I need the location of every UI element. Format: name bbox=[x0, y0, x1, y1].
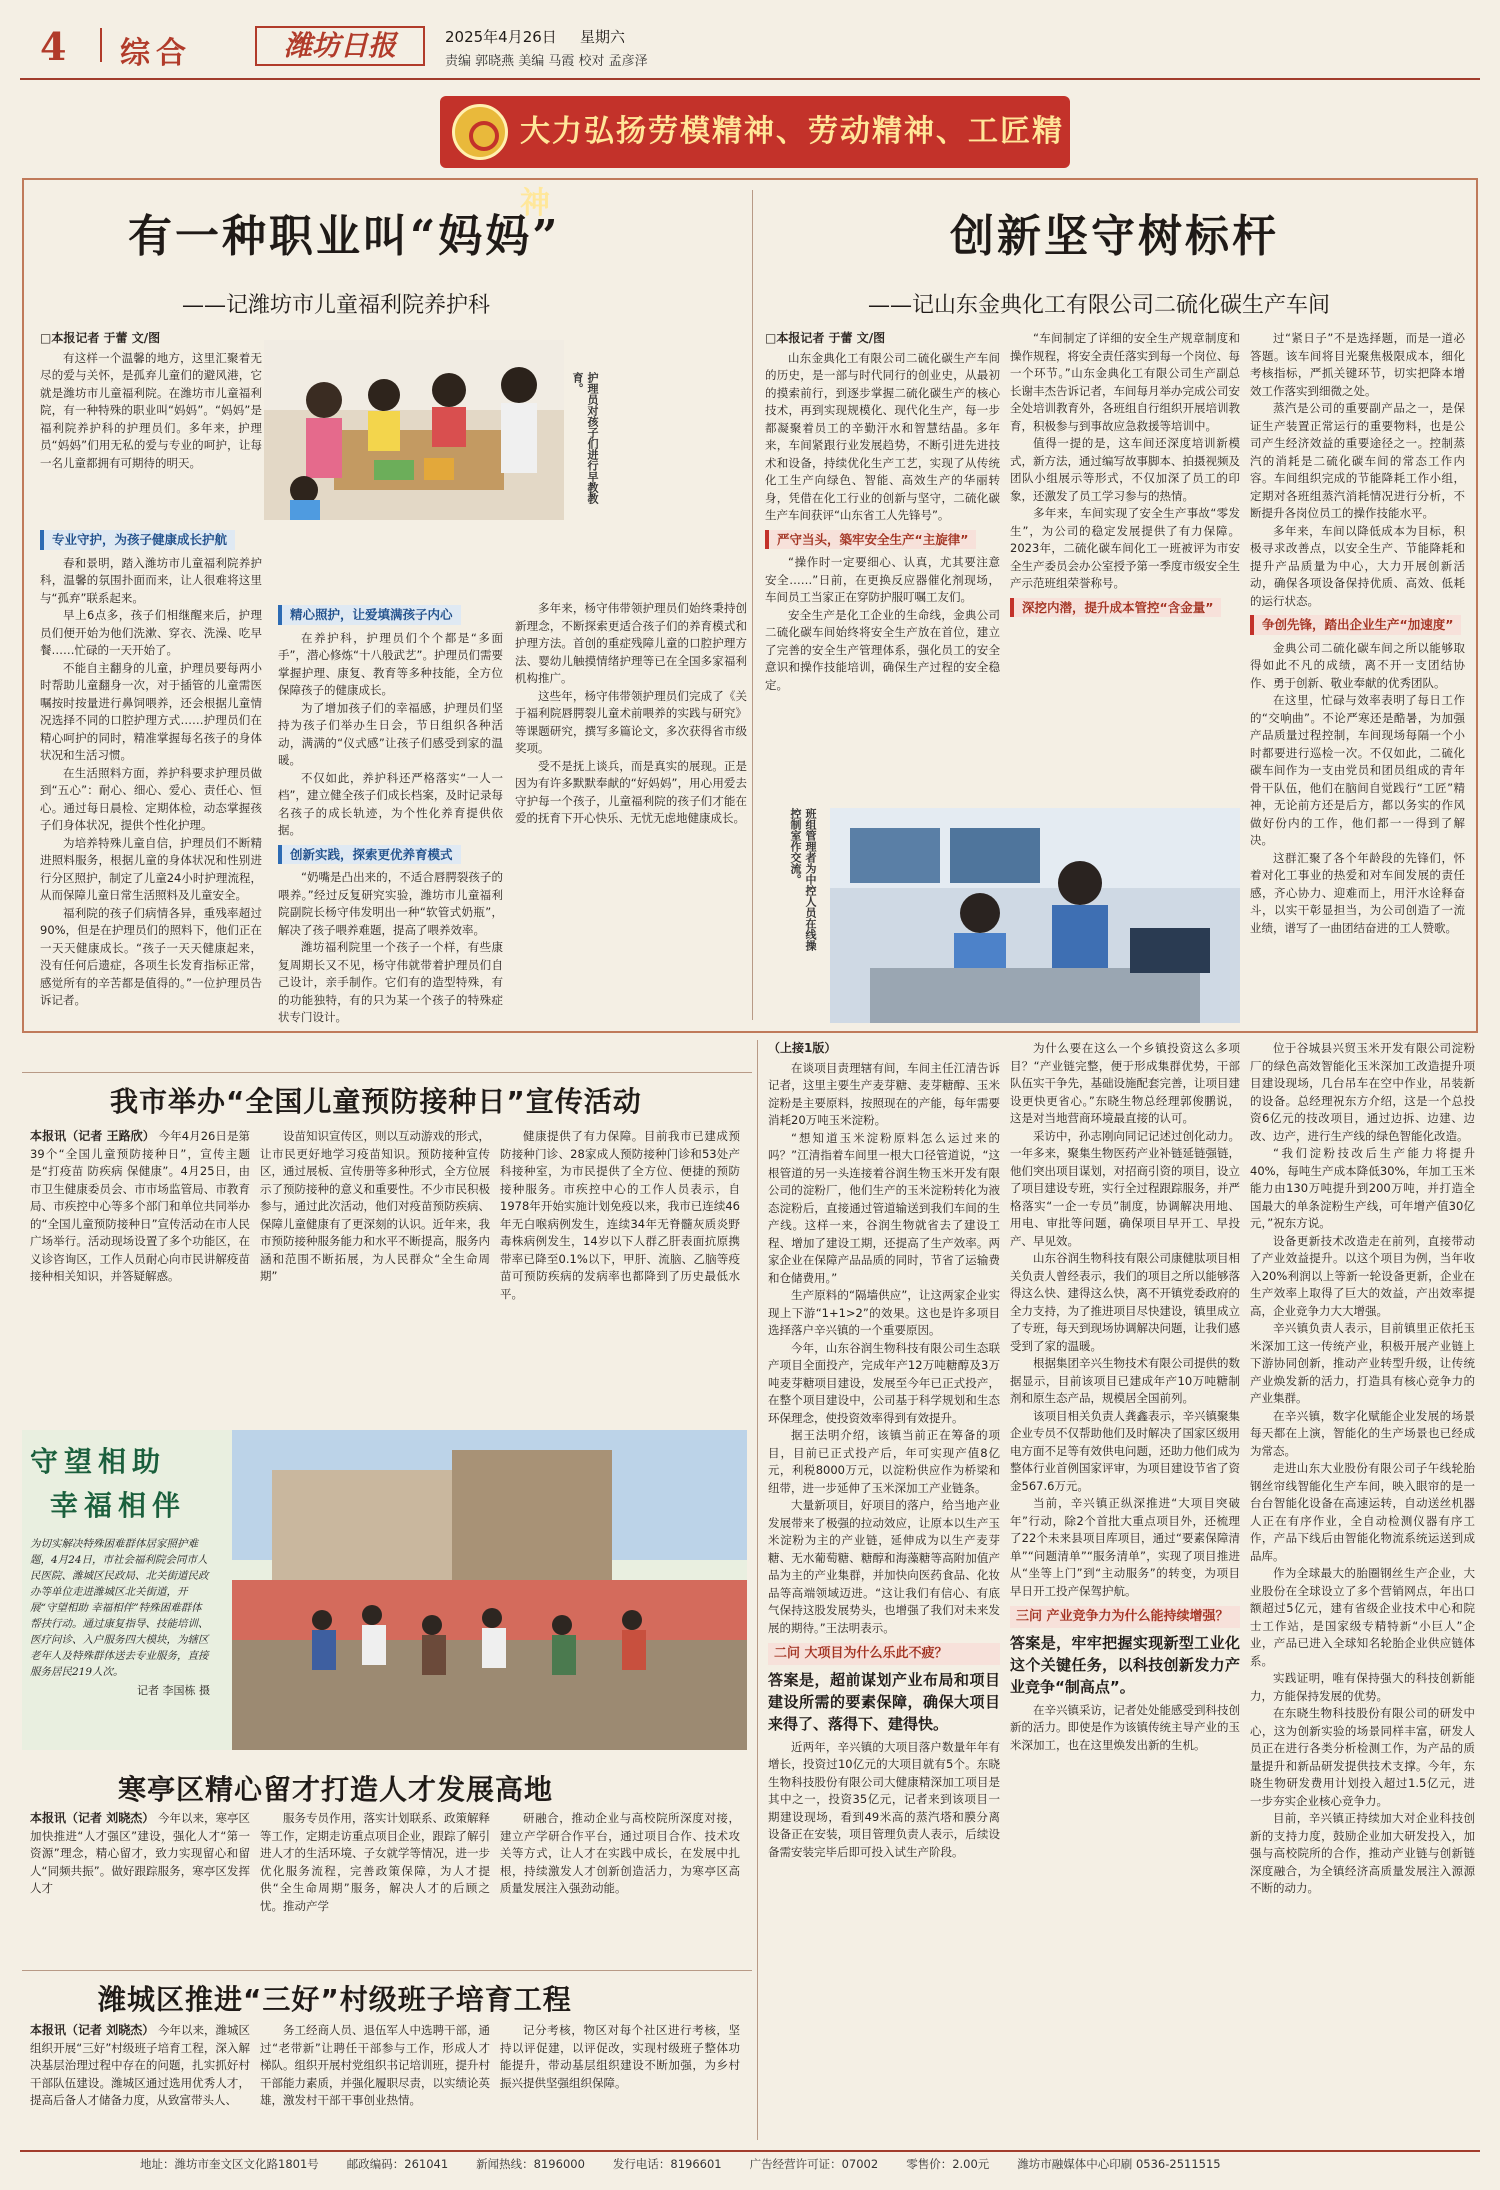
section-name: 综合 bbox=[120, 36, 192, 71]
story6-para: 当前，辛兴镇正纵深推进“大项目突破年”行动，除2个首批大重点项目外，还梳理了22个未来县项目库项目，通过“要素保障清单”“问题清单”“服务清单”，实现了项目推进从“坐等上门”到“主动服务”的转变，为项目早日开工投产保驾护航。 bbox=[1010, 1496, 1240, 1598]
story2-subhead: 争创先锋，踏出企业生产“加速度” bbox=[1250, 615, 1461, 635]
story1-subhead: 创新实践，探索更优养育模式 bbox=[278, 845, 461, 865]
story2-title: 创新坚守树标杆 bbox=[950, 211, 1279, 262]
story6-para: 设备更新技术改造走在前列，直接带动了产业效益提升。以这个项目为例，当年收入20%利润以上等新一轮设备更新，企业在生产效率上取得了巨大的效益，产出效率提高，企业竞争力大大增强。 bbox=[1250, 1233, 1475, 1318]
photo-feature-title-line2: 幸福相伴 bbox=[50, 1489, 187, 1522]
story6-para: 在辛兴镇，数字化赋能企业发展的场景每天都在上演，智能化的生产场景也已经成为常态。 bbox=[1250, 1408, 1475, 1458]
story4-text: 研融合，推动企业与高校院所深度对接，建立产学研合作平台，通过项目合作、技术攻关等方式，让人才在实践中成长，在发展中扎根，持续激发人才创新创造活力，为寒亭区高质量发展注入强劲动能。 bbox=[500, 1811, 740, 1895]
section-rule bbox=[22, 1970, 752, 1971]
story4-column-1 bbox=[30, 1810, 250, 1960]
story5-text: 今年以来，潍城区组织开展“三好”村级班子培育工程，深入解决基层治理过程中存在的问题，扎实抓好村干部队伍建设。潍城区通过选用优秀人才，提高后备人才储备力度，从致富带头人、 bbox=[30, 2023, 250, 2107]
photo-feature-text bbox=[30, 1440, 210, 1740]
story3-column-1 bbox=[30, 1128, 250, 1418]
story6-column-1 bbox=[768, 1040, 1000, 2140]
story2-para: 蒸汽是公司的重要副产品之一，是保证生产装置正常运行的重要物料，也是公司产生经济效益的重要途径之一。控制蒸汽的消耗是二硫化碳车间的常态工作内容。车间组织完成的节能降耗工作小组，定期对各班组蒸汽消耗情况进行分析，不断提升各岗位员工的操作技能水平。 bbox=[1250, 401, 1465, 520]
story1-para: “奶嘴是凸出来的，不适合唇腭裂孩子的喂养。”经过反复研究实验，潍坊市儿童福利院副院长杨守伟发明出一种“软管式奶瓶”，解决了孩子喂养难题，提高了喂养效率。 bbox=[278, 870, 503, 937]
story1-para: 在养护科，护理员们个个都是“多面手”，潜心修炼“十八般武艺”。护理员们需要掌握护理、康复、教育等多种技能，全方位保障孩子的健康成长。 bbox=[278, 630, 503, 697]
page-header bbox=[20, 18, 1480, 80]
story6-answer-3: 答案是，牢牢把握实现新型工业化这个关键任务，以科技创新发力产业竞争“制高点”。 bbox=[1010, 1633, 1240, 1696]
story3-column-3 bbox=[500, 1128, 740, 1418]
story5-column-3 bbox=[500, 2022, 740, 2142]
story3-text: 健康提供了有力保障。目前我市已建成预防接种门诊、28家成人预防接种门诊和53处产科接种室，为市民提供了全方位、便捷的预防接种服务。市疾控中心的工作人员表示，自1978年开始实施计划免疫以来，我市已连续46年无白喉病例发生，连续34年无脊髓灰质炎野毒株病例发生，14岁以下人群乙肝表面抗原携带率已降至0.1%以下，甲肝、流脑、乙脑等疫苗可预防疾病的发病率也都降到了历史最低水平。 bbox=[500, 1129, 740, 1301]
footer-printer: 潍坊市融媒体中心印刷 0536-2511515 bbox=[1017, 2157, 1221, 2171]
story6-para: 在辛兴镇采访，记者处处能感受到科技创新的活力。即使是作为该镇传统主导产业的玉米深加工，也在这里焕发出新的生机。 bbox=[1010, 1702, 1240, 1752]
page-number: 4 bbox=[40, 24, 67, 69]
story6-para: 作为全球最大的胎圈钢丝生产企业，大业股份在全球设立了多个营销网点，年出口额超过5亿元，建有省级企业技术中心和院士工作站，是国家级专精特新“小巨人”企业，产品已进入全球知名轮胎企业供应链体系。 bbox=[1250, 1566, 1475, 1668]
story1-para: 不能自主翻身的儿童，护理员要每两小时帮助儿童翻身一次，对于插管的儿童需医嘱按时按量进行鼻饲喂养，还会根据儿童情况选择不同的口腔护理方式……护理员们在精心呵护的同时，精准掌握每名孩子的身体状况和生活习惯。 bbox=[40, 660, 262, 762]
story3-byline: 本报讯（记者 王路欣） bbox=[30, 1129, 155, 1143]
story6-para: 今年，山东谷润生物科技有限公司生态联产项目全面投产，完成年产12万吨糖醇及3万吨麦芽糖项目建设，发展至今年已正式投产，在整个项目建设中，公司基于科学规划和生态环保理念，使投资效率得到有效提升。 bbox=[768, 1340, 1000, 1425]
story1-subhead: 专业守护，为孩子健康成长护航 bbox=[40, 530, 235, 550]
story2-para: 安全生产是化工企业的生命线，金典公司二硫化碳车间始终将安全生产放在首位，建立了完善的安全生产管理体系，强化员工的安全意识和操作技能培训，确保生产过程的安全稳定。 bbox=[765, 607, 1000, 692]
editor-credits: 责编 郭晓燕 美编 马霞 校对 孟彦泽 bbox=[445, 54, 648, 69]
story6-para: 根据集团辛兴生物技术有限公司提供的数据显示，目前该项目已建成年产10万吨糖制剂和原生态产品，规模居全国前列。 bbox=[1010, 1356, 1240, 1405]
story1-column-2 bbox=[278, 600, 503, 1025]
story2-para: 多年来，车间实现了安全生产事故“零发生”，为公司的稳定发展提供了有力保障。2023年，二硫化碳车间化工一班被评为市安全生产委员会办公室授予第一季度市级安全生产示范班组荣誉称号。 bbox=[1010, 506, 1240, 590]
story2-subtitle: ——记山东金典化工有限公司二硫化碳生产车间 bbox=[868, 293, 1331, 318]
story6-para: 生产原料的“隔墙供应”，让这两家企业实现上下游“1+1>2”的效果。这也是许多项目选择落户辛兴镇的一个重要原因。 bbox=[768, 1288, 1000, 1337]
issue-weekday: 星期六 bbox=[580, 28, 626, 46]
story2-para: 过“紧日子”不是选择题，而是一道必答题。该车间将目光聚焦极限成本，细化考核指标，严抓关键环节，切实把降本增效工作落实到细微之处。 bbox=[1250, 331, 1465, 398]
feature-divider bbox=[752, 190, 753, 1020]
footer-circulation: 发行电话：8196601 bbox=[612, 2157, 722, 2171]
story1-para: 早上6点多，孩子们相继醒来后，护理员们便开始为他们洗漱、穿衣、洗澡、吃早餐……忙碌的一天开始了。 bbox=[40, 608, 262, 657]
story2-para: 值得一提的是，这车间还深度培训新模式，新方法，通过编写故事脚本、拍摄视频及团队小组展示等形式，不仅加深了员工的印象，还激发了员工学习参与的热情。 bbox=[1010, 436, 1240, 503]
story3-text: 今年4月26日是第39个“全国儿童预防接种日”，宣传主题是“打疫苗 防疾病 保健康”。4月25日，由市卫生健康委员会、市市场监管局、市教育局、市疾控中心等多个部门和单位共同举办的“全国儿童预防接种日”宣传活动在市人民广场举行。活动现场设置了多个功能区，在义诊咨询区，工作人员耐心向市民讲解疫苗接种相关知识，并答疑解惑。 bbox=[30, 1129, 250, 1283]
story1-column-1 bbox=[40, 525, 262, 1025]
story2-column-2 bbox=[1010, 330, 1240, 695]
story3-column-2 bbox=[260, 1128, 490, 1418]
story6-para: 目前，辛兴镇正持续加大对企业科技创新的支持力度，鼓励企业加大研发投入，加强与高校院所的合作，推动产业链与创新链深度融合，为全镇经济高质量发展注入源源不断的动力。 bbox=[1250, 1811, 1475, 1895]
story2-para: 山东金典化工有限公司二硫化碳生产车间的历史，是一部与时代同行的创业史，从最初的摸索前行，到逐步掌握二硫化碳生产的核心技术，再到实现规模化、现代化生产，每一步都凝聚着员工的辛勤汗水和智慧结晶。多年来，车间紧跟行业发展趋势，不断引进先进技术和设备，持续优化生产工艺，实现了从传统化工生产向绿色、智能、高效生产的华丽转身，凭借在化工行业的创新与坚守，二硫化碳生产车间获评“山东省工人先锋号”。 bbox=[765, 350, 1000, 522]
story1-para: 不仅如此，养护科还严格落实“一人一档”，建立健全孩子们成长档案，及时记录每名孩子的成长轨迹，为个性化养育提供依据。 bbox=[278, 770, 503, 837]
story6-para: 辛兴镇负责人表示，目前镇里正依托玉米深加工这一传统产业，积极开展产业链上下游协同创新，推动产业转型升级，让传统产业焕发新的活力，打造具有核心竞争力的产业集群。 bbox=[1250, 1321, 1475, 1405]
story6-column-3 bbox=[1250, 1040, 1475, 2140]
story2-column-2b bbox=[1010, 700, 1240, 800]
story5-title: 潍城区推进“三好”村级班子培育工程 bbox=[98, 1983, 572, 2016]
story6-para: “我们淀粉技改后生产能力将提升40%，每吨生产成本降低30%，年加工玉米能力由130万吨提升到200万吨，并打造全国最大的单条淀粉生产线，可年增产值30亿元，”祝东方说。 bbox=[1250, 1146, 1475, 1230]
story6-para: 位于谷城县兴贸玉米开发有限公司淀粉厂的绿色高效智能化玉米深加工改造提升项目建设现场，几台吊车在空中作业，吊装新的设备。总经理祝东方介绍，这是一个总投资6亿元的技改项目，通过边拆、边建、边改、边产，进行生产线的绿色智能化改造。 bbox=[1250, 1041, 1475, 1143]
story1-para: 多年来，杨守伟带领护理员们始终秉持创新理念，不断探索更适合孩子们的养育模式和护理方法。首创的重症残障儿童的口腔护理方法、婴幼儿触摸情绪护理等已在全国多家福利机构推广。 bbox=[515, 601, 747, 685]
story1-para: 为培养特殊儿童自信，护理员们不断精进照料服务，根据儿童的身体状况和性别进行分区照护，制定了儿童24小时护理流程，从而保障儿童日常生活照料及儿童安全。 bbox=[40, 835, 262, 902]
story2-para: “操作时一定要细心、认真，尤其要注意安全……”日前，在更换反应器催化剂现场，车间员工当家正在穿防护服叮嘱工友们。 bbox=[765, 555, 1000, 604]
story6-question-2: 二问 大项目为什么乐此不疲？ bbox=[768, 1643, 1000, 1665]
story1-intro-column bbox=[40, 330, 262, 490]
story4-column-3 bbox=[500, 1810, 740, 1960]
story6-question-3: 三问 产业竞争力为什么能持续增强？ bbox=[1010, 1606, 1240, 1628]
story1-para: 福利院的孩子们病情各异，重残率超过90%，但是在护理员们的照料下，他们正在一天天健康成长。“孩子一天天健康起来，没有任何后遗症，各项生长发育指标正常，感觉所有的辛苦都是值得的。”一位护理员告诉记者。 bbox=[40, 905, 262, 1007]
story5-text: 记分考核，物区对每个社区进行考核，坚持以评促建，以评促改，实现村级班子整体功能提升，带动基层组织建设不断加强，为乡村振兴提供坚强组织保障。 bbox=[500, 2023, 740, 2090]
story2-para: 在这里，忙碌与效率表明了每日工作的“交响曲”。不论严寒还是酷暑，为加强产品质量过程控制，车间现场每隔一个小时都要进行巡检一次。不仅如此，二硫化碳车间作为一支由党员和团员组成的青年骨干队伍，他们在脑间自觉践行“工匠”精神，无论前方还是后方，都以务实的作风做好份内的工作，他们都一一得到了解决。 bbox=[1250, 693, 1465, 847]
story4-text: 今年以来，寒亭区加快推进“人才强区”建设，强化人才“第一资源”理念，精心留才，致力实现留心和留人“同频共振”。做好跟踪服务，寒亭区发挥人才 bbox=[30, 1811, 250, 1895]
story3-text: 设苗知识宣传区，则以互动游戏的形式，让市民更好地学习疫苗知识。预防接种宣传区，通过展板、宣传册等多种形式，全方位展示了预防接种的意义和重要性。不少市民积极参与，通过此次活动，他们对疫苗预防疾病、保障儿童健康有了更深刻的认识。近年来，我市预防接种服务能力和水平不断提高，服务内涵和范围不断拓展，为人民群众“全生命周期” bbox=[260, 1129, 490, 1283]
story5-column-1 bbox=[30, 2022, 250, 2142]
story6-kicker: （上接1版） bbox=[768, 1041, 837, 1055]
story6-para: 在东晓生物科技股份有限公司的研发中心，这为创新实验的场景同样丰富，研发人员正在进行各类分析检测工作，为产品的质量提升和新品研发提供技术支撑。今年，东晓生物研发费用计划投入超过1.5亿元，进一步夯实企业核心竞争力。 bbox=[1250, 1706, 1475, 1808]
photo-feature-credit: 记者 李国栋 摄 bbox=[137, 1684, 210, 1697]
story6-para: 近两年，辛兴镇的大项目落户数量年年有增长，投资过10亿元的大项目就有5个。东晓生物科技股份有限公司大健康精深加工项目是其中之一，投资35亿元，记者来到该项目一期建设现场，看到49米高的蒸汽塔和膜分离设备正在安装，项目管理负责人表示，后续设备需安装完毕后即可投入试生产阶段。 bbox=[768, 1739, 1000, 1859]
story6-para: 山东谷润生物科技有限公司康健肽项目相关负责人曾经表示，我们的项目之所以能够落得这么快、建得这么快，离不开镇党委政府的全力支持，为了推进项目尽快建设，镇里成立了专班，每天到现场协调解决问题，让我们感受到了家的温暖。 bbox=[1010, 1251, 1240, 1353]
story6-para: 采访中，孙志刚向同记记述过创化动力。一年多来，聚集生物医药产业补链延链强链，他们突出项目谋划，对招商引资的项目，设立了项目建设专班，实行全过程跟踪服务，并严格落实“一企一专员”制度，协调解决用地、用电、审批等问题，确保项目早开工、早投产、早见效。 bbox=[1010, 1128, 1240, 1248]
footer-tips: 新闻热线：8196000 bbox=[476, 2157, 585, 2171]
story1-para: 有这样一个温馨的地方，这里汇聚着无尽的爱与关怀，是孤弃儿童们的避风港，它就是潍坊市儿童福利院。在潍坊市儿童福利院，有一种特殊的职业叫“妈妈”。“妈妈”是福利院养护科的护理员们。多年来，护理员“妈妈”们用无私的爱与专业的呵护，让每一名儿童都拥有可期待的明天。 bbox=[40, 350, 262, 470]
story2-subhead: 深挖内潜，提升成本管控“含金量” bbox=[1010, 598, 1221, 618]
story6-para: 实践证明，唯有保持强大的科技创新能力，方能保持发展的优势。 bbox=[1250, 1671, 1475, 1703]
footer-ad-license: 广告经营许可证：07002 bbox=[749, 2157, 879, 2171]
control-room-image bbox=[830, 808, 1240, 1023]
story2-column-3 bbox=[1250, 330, 1465, 1020]
story2-photo-caption: 班组管理者为中控人员在线操控制室作交流。 bbox=[789, 808, 817, 951]
children-classroom-image bbox=[264, 340, 564, 520]
footer-postal: 邮政编码：261041 bbox=[346, 2157, 449, 2171]
header-divider bbox=[100, 28, 102, 62]
story6-para: 在谈项目责理辖有间，车间主任江清告诉记者，这里主要生产麦芽糖、麦芽糖醇、玉米淀粉是主要原料，按照现在的产能，每年需要消耗20万吨玉米淀粉。 bbox=[768, 1060, 1000, 1127]
story1-para: 受不是抚上谈兵，而是真实的展现。正是因为有许多默默奉献的“好妈妈”，用心用爱去守护每一个孩子，儿童福利院的孩子们才能在爱的抚育下开心快乐、无忧无虑地健康成长。 bbox=[515, 758, 747, 825]
story2-para: 金典公司二硫化碳车间之所以能够取得如此不凡的成绩，离不开一支团结协作、勇于创新、敬业奉献的优秀团队。 bbox=[1250, 640, 1465, 690]
story2-photo bbox=[830, 808, 1240, 1023]
footer-price: 零售价：2.00元 bbox=[906, 2157, 990, 2171]
story1-para: 为了增加孩子们的幸福感，护理员们坚持为孩子们举办生日会，节日组织各种活动，满满的“仪式感”让孩子们感受到家的温暖。 bbox=[278, 700, 503, 767]
story1-subtitle: ——记潍坊市儿童福利院养护科 bbox=[182, 293, 491, 318]
story2-para: 多年来，车间以降低成本为目标，积极寻求改善点，以安全生产、节能降耗和提升产品质量为中心，大力开展创新活动，确保各项设备保持优质、高效、低耗的运行状态。 bbox=[1250, 523, 1465, 608]
story3-title: 我市举办“全国儿童预防接种日”宣传活动 bbox=[110, 1085, 642, 1118]
story6-para: 大量新项目，好项目的落户，给当地产业发展带来了极强的拉动效应，让原本以生产玉米淀粉为主的产业链，延伸成为以生产麦芽糖、无水葡萄糖、糖醇和海藻糖等高附加值产品为主的产业集群，并加快向医药食品、化妆品等高端领域迈进。“这让我们有信心、有底气保持这股发展势头，也增强了我们对未来发展的期待。”王法明表示。 bbox=[768, 1498, 1000, 1635]
story1-para: 潍坊福利院里一个孩子一个样，有些康复周期长又不见，杨守伟就带着护理员们自己设计，亲手制作。它们有的造型特殊，有的功能独特，有的只为某一个孩子的特殊症状专门设计。 bbox=[278, 940, 503, 1024]
story1-para: 这些年，杨守伟带领护理员们完成了《关于福利院唇腭裂儿童术前喂养的实践与研究》等课题研究，撰写多篇论文，多次获得省市级奖项。 bbox=[515, 688, 747, 755]
issue-date: 2025年4月26日 bbox=[445, 28, 557, 46]
story1-para: 春和景明，踏入潍坊市儿童福利院养护科，温馨的氛围扑面而来，让人很难将这里与“孤弃”联系起来。 bbox=[40, 555, 262, 605]
story6-para: 该项目相关负责人龚鑫表示，辛兴镇聚集企业专员不仅帮助他们及时解决了国家区级用电方面不足等有效供电问题，还助力他们成为整体行业首例国家评审，为项目建设节省了资金567.6万元。 bbox=[1010, 1408, 1240, 1493]
story2-subhead: 严守当头，築牢安全生产“主旋律” bbox=[765, 530, 976, 550]
column-divider bbox=[757, 1040, 758, 2140]
footer-address: 地址：潍坊市奎文区文化路1801号 bbox=[140, 2157, 319, 2171]
union-emblem-icon bbox=[452, 104, 508, 160]
story6-para: “想知道玉米淀粉原料怎么运过来的吗？”江清指着车间里一根大口径管道说，“这根管道的另一头连接着谷润生物玉米开发有限公司的淀粉厂，他们生产的玉米淀粉转化为液态淀粉后，直接通过管道输送到我们车间的生产线。这样一来，谷润生物就省去了建设工程、增加了建设工期，还提高了生产效率。两家企业在保障产品品质的同时，节省了运输费和仓储费用。” bbox=[768, 1130, 1000, 1285]
story2-para: 这群汇聚了各个年龄段的先锋们，怀着对化工事业的热爱和对车间发展的责任感，齐心协力、迎难而上，用汗水诠释奋斗，以实干彰显担当，为公司创造了一流业绩，谱写了一曲团结奋进的工人赞歌。 bbox=[1250, 850, 1465, 935]
page-footer bbox=[20, 2150, 1480, 2174]
story6-para: 据王法明介绍，该镇当前正在筹备的项目，目前已正式投产后，年可实现产值8亿元，利税8000万元，以淀粉供应作为桥梁和纽带，进一步延伸了玉米深加工产业链条。 bbox=[768, 1428, 1000, 1495]
banner-text: 大力弘扬劳模精神、劳动精神、工匠精神 bbox=[520, 114, 1064, 221]
theme-banner bbox=[440, 96, 1070, 221]
story5-byline: 本报讯（记者 刘晓杰） bbox=[30, 2023, 155, 2037]
story1-subhead: 精心照护，让爱填满孩子内心 bbox=[278, 605, 461, 625]
story6-para: 走进山东大业股份有限公司子午线轮胎钢丝帘线智能化生产车间，映入眼帘的是一台台智能化设备在高速运转，自动送丝机器人正在有序作业，全自动检测仪器有序工作，产品下线后由智能化物流系统运送到成品库。 bbox=[1250, 1461, 1475, 1563]
story2-para: “车间制定了详细的安全生产规章制度和操作规程，将安全责任落实到每一个岗位、每一个环节。”山东金典化工有限公司生产副总长谢丰杰告诉记者，车间每月举办完成公司安全处培训教育外，各班组自行组织开展培训教育，积极参与到事故应急救援等培训中。 bbox=[1010, 331, 1240, 433]
story5-text: 务工经商人员、退伍军人中选聘干部，通过“老带新”让聘任干部参与工作，形成人才梯队。组织开展村党组织书记培训班，提升村干部能力素质，并强化履职尽责，以实绩论英雄，激发村干部干事创业热情。 bbox=[260, 2023, 490, 2107]
story1-para: 在生活照料方面，养护科要求护理员做到“五心”：耐心、细心、爱心、责任心、恒心。通过每日晨检、定期体检，动态掌握孩子们身体状况，提供个性化护理。 bbox=[40, 765, 262, 832]
section-rule bbox=[22, 1072, 752, 1073]
photo-feature-caption: 为切实解决特殊困难群体居家照护难题，4月24日，市社会福利院会同市人民医院、潍城区民政局、北关街道民政办等单位走进潍城区北关街道，开展“守望相助 幸福相伴”特殊困难群体帮扶行动。通过康复指导、技能培训、医疗问诊、入户服务四大模块，为辖区老年人及特殊群体送去专业服务，直接服务居民219人次。 bbox=[30, 1538, 209, 1678]
story4-title: 寒亭区精心留才打造人才发展高地 bbox=[118, 1773, 554, 1806]
story2-column-1 bbox=[765, 330, 1000, 695]
story6-answer-2: 答案是，超前谋划产业布局和项目建设所需的要素保障，确保大项目来得了、落得下、建得快。 bbox=[768, 1670, 1000, 1733]
story6-column-2 bbox=[1010, 1040, 1240, 2140]
story1-title: 有一种职业叫“妈妈” bbox=[128, 211, 561, 262]
story6-para: 为什么要在这么一个乡镇投资这么多项目？“产业链完整，便于形成集群优势，干部队伍实干争先，基础设施配套完善，让项目建设更快更省心。”东晓生物总经理郭俊鹏说，这是对当地营商环境最直接的认可。 bbox=[1010, 1041, 1240, 1125]
story4-text: 服务专员作用，落实计划联系、政策解释等工作，定期走访重点项目企业，跟踪了解引进人才的生活环境、子女就学等情况，进一步优化服务流程，完善政策保障，为人才提供“全生命周期”服务，解决人才的后顾之忧。推动产学 bbox=[260, 1811, 490, 1913]
story1-photo-caption: 护理员对孩子们进行早教教育。 bbox=[571, 372, 599, 504]
story4-column-2 bbox=[260, 1810, 490, 1960]
story2-byline: □本报记者 于蕾 文/图 bbox=[765, 331, 886, 345]
story1-column-3 bbox=[515, 600, 747, 1025]
story5-column-2 bbox=[260, 2022, 490, 2142]
story1-byline: □本报记者 于蕾 文/图 bbox=[40, 331, 161, 345]
story1-photo bbox=[264, 340, 564, 520]
masthead-logo: 潍坊日报 bbox=[255, 26, 425, 66]
story4-byline: 本报讯（记者 刘晓杰） bbox=[30, 1811, 155, 1825]
photo-feature-title-line1: 守望相助 bbox=[30, 1445, 167, 1478]
